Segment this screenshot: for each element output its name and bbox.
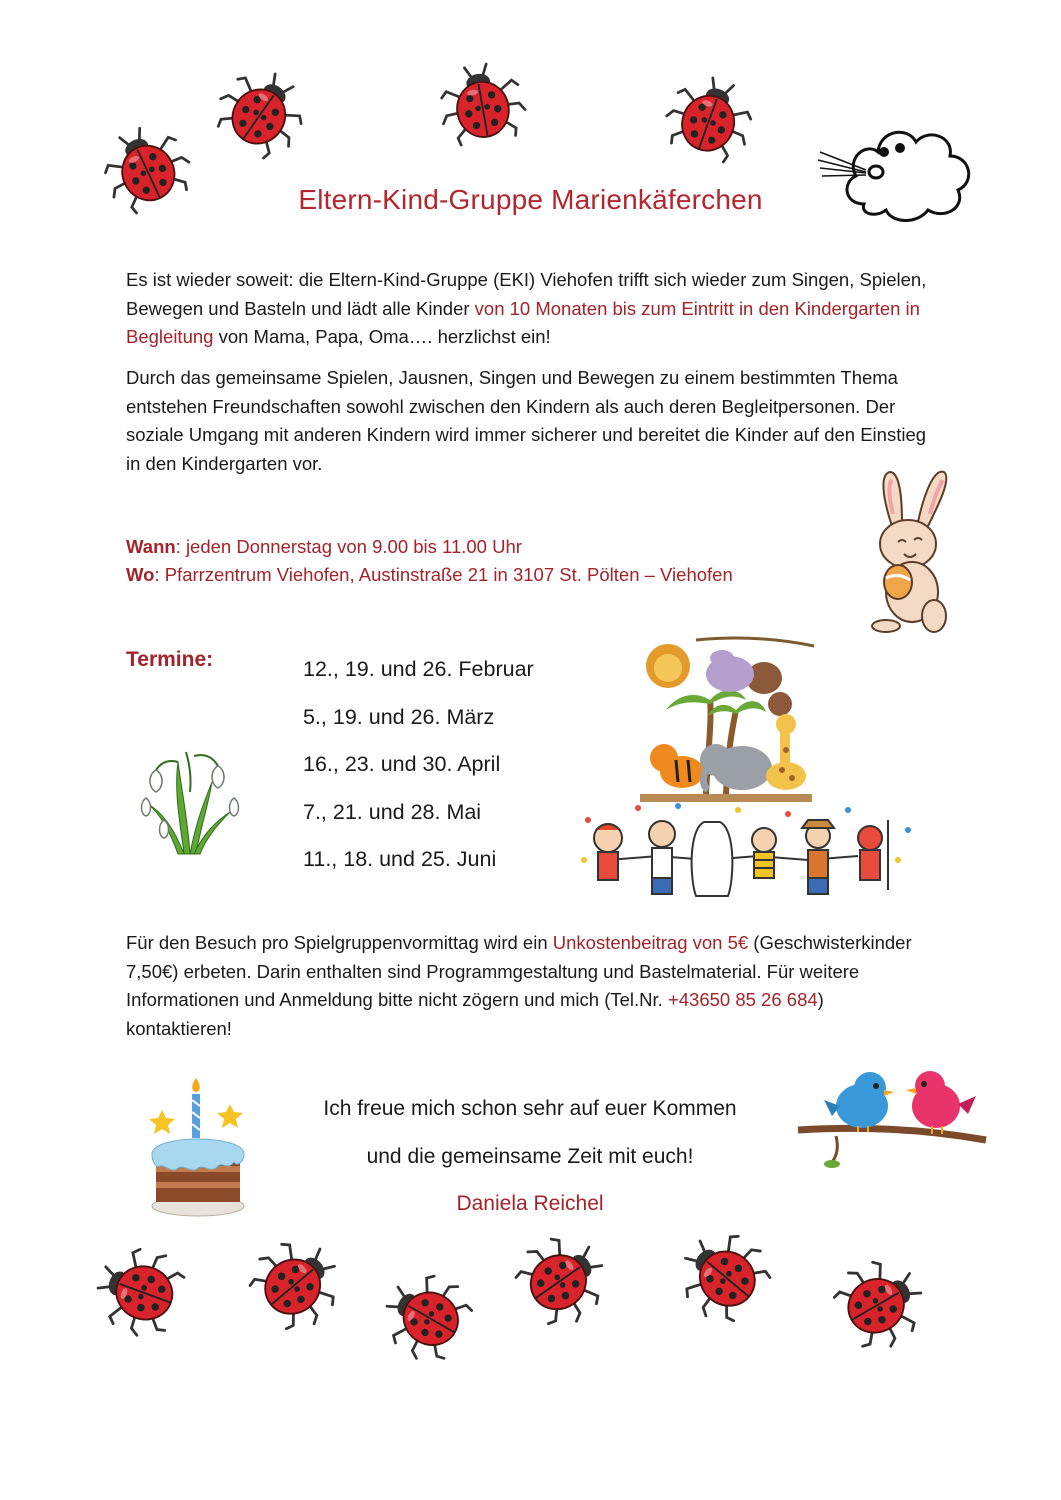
date-item: 12., 19. und 26. Februar <box>303 657 534 681</box>
snowdrop-flower-icon <box>134 742 244 856</box>
page-title: Eltern-Kind-Gruppe Marienkäferchen <box>298 184 763 215</box>
dancing-children-illustration <box>578 800 918 910</box>
fee-text-2: (Geschwisterkinder 7,50€) erbeten. Darin enthalten sind Programmgestaltung und Bastelmaterial. Für weitere Informationen und Anmeldung bitte nicht zögern und mich (Tel.Nr. <box>126 932 912 1010</box>
ladybug-icon <box>498 1214 629 1345</box>
intro-text-2: von Mama, Papa, Oma…. herzlichst ein! <box>213 326 551 347</box>
ladybug-icon <box>651 59 769 177</box>
when-label: Wann <box>126 536 176 557</box>
ladybug-icon <box>363 1253 489 1379</box>
dates-list <box>303 646 534 884</box>
ladybug-icon <box>231 1217 363 1349</box>
ladybug-icon <box>198 48 326 176</box>
intro-paragraph <box>126 266 946 352</box>
birds-on-branch-icon <box>796 1066 988 1170</box>
signature: Daniela Reichel <box>456 1192 604 1215</box>
zoo-animals-illustration <box>636 630 816 808</box>
ladybug-icon <box>79 1231 199 1351</box>
ladybug-icon <box>429 51 536 158</box>
fee-highlight: Unkostenbeitrag von 5€ <box>552 932 749 953</box>
fee-paragraph <box>126 929 916 1043</box>
closing-line-2: und die gemeinsame Zeit mit euch! <box>366 1145 694 1168</box>
where-label: Wo <box>126 564 155 585</box>
description-paragraph: Durch das gemeinsame Spielen, Jausnen, Singen und Bewegen zu einem bestimmten Thema entstehen Freundschaften sowohl zwischen den Kindern als auch deren Begleitpersonen. Der soziale Umgang mit anderen Kindern wird immer sicherer und bereitet die Kinder auf den Einstieg in den Kindergarten vor. <box>126 367 927 474</box>
where-line <box>126 561 946 590</box>
intro-text-1: Es ist wieder soweit: die Eltern-Kind-Gruppe (EKI) Viehofen trifft sich wieder zum Singen, Spielen, Bewegen und Basteln und lädt alle Kinder <box>126 269 927 319</box>
when-line <box>126 533 946 562</box>
when-value: : jeden Donnerstag von 9.00 bis 11.00 Uhr <box>175 536 522 557</box>
ladybug-icon <box>817 1239 945 1367</box>
closing-line-1: Ich freue mich schon sehr auf euer Kommen <box>323 1097 737 1120</box>
ladybug-icon <box>657 1209 789 1341</box>
birthday-cake-icon <box>142 1070 254 1220</box>
termine-label: Termine: <box>126 648 214 671</box>
where-value: : Pfarrzentrum Viehofen, Austinstraße 21 in 3107 St. Pölten – Viehofen <box>154 564 733 585</box>
date-item: 16., 23. und 30. April <box>303 752 501 776</box>
bunny-icon <box>862 466 958 636</box>
fee-text-3: ) kontaktieren! <box>126 989 824 1039</box>
date-item: 7., 21. und 28. Mai <box>303 799 482 824</box>
fee-text-1: Für den Besuch pro Spielgruppenvormittag wird ein <box>126 932 553 953</box>
date-item: 5., 19. und 26. März <box>303 704 495 729</box>
date-item: 11., 18. und 25. Juni <box>303 847 497 871</box>
phone-number: +43650 85 26 684 <box>667 989 818 1010</box>
intro-highlight: von 10 Monaten bis zum Eintritt in den Kindergarten in Begleitung <box>126 297 920 347</box>
